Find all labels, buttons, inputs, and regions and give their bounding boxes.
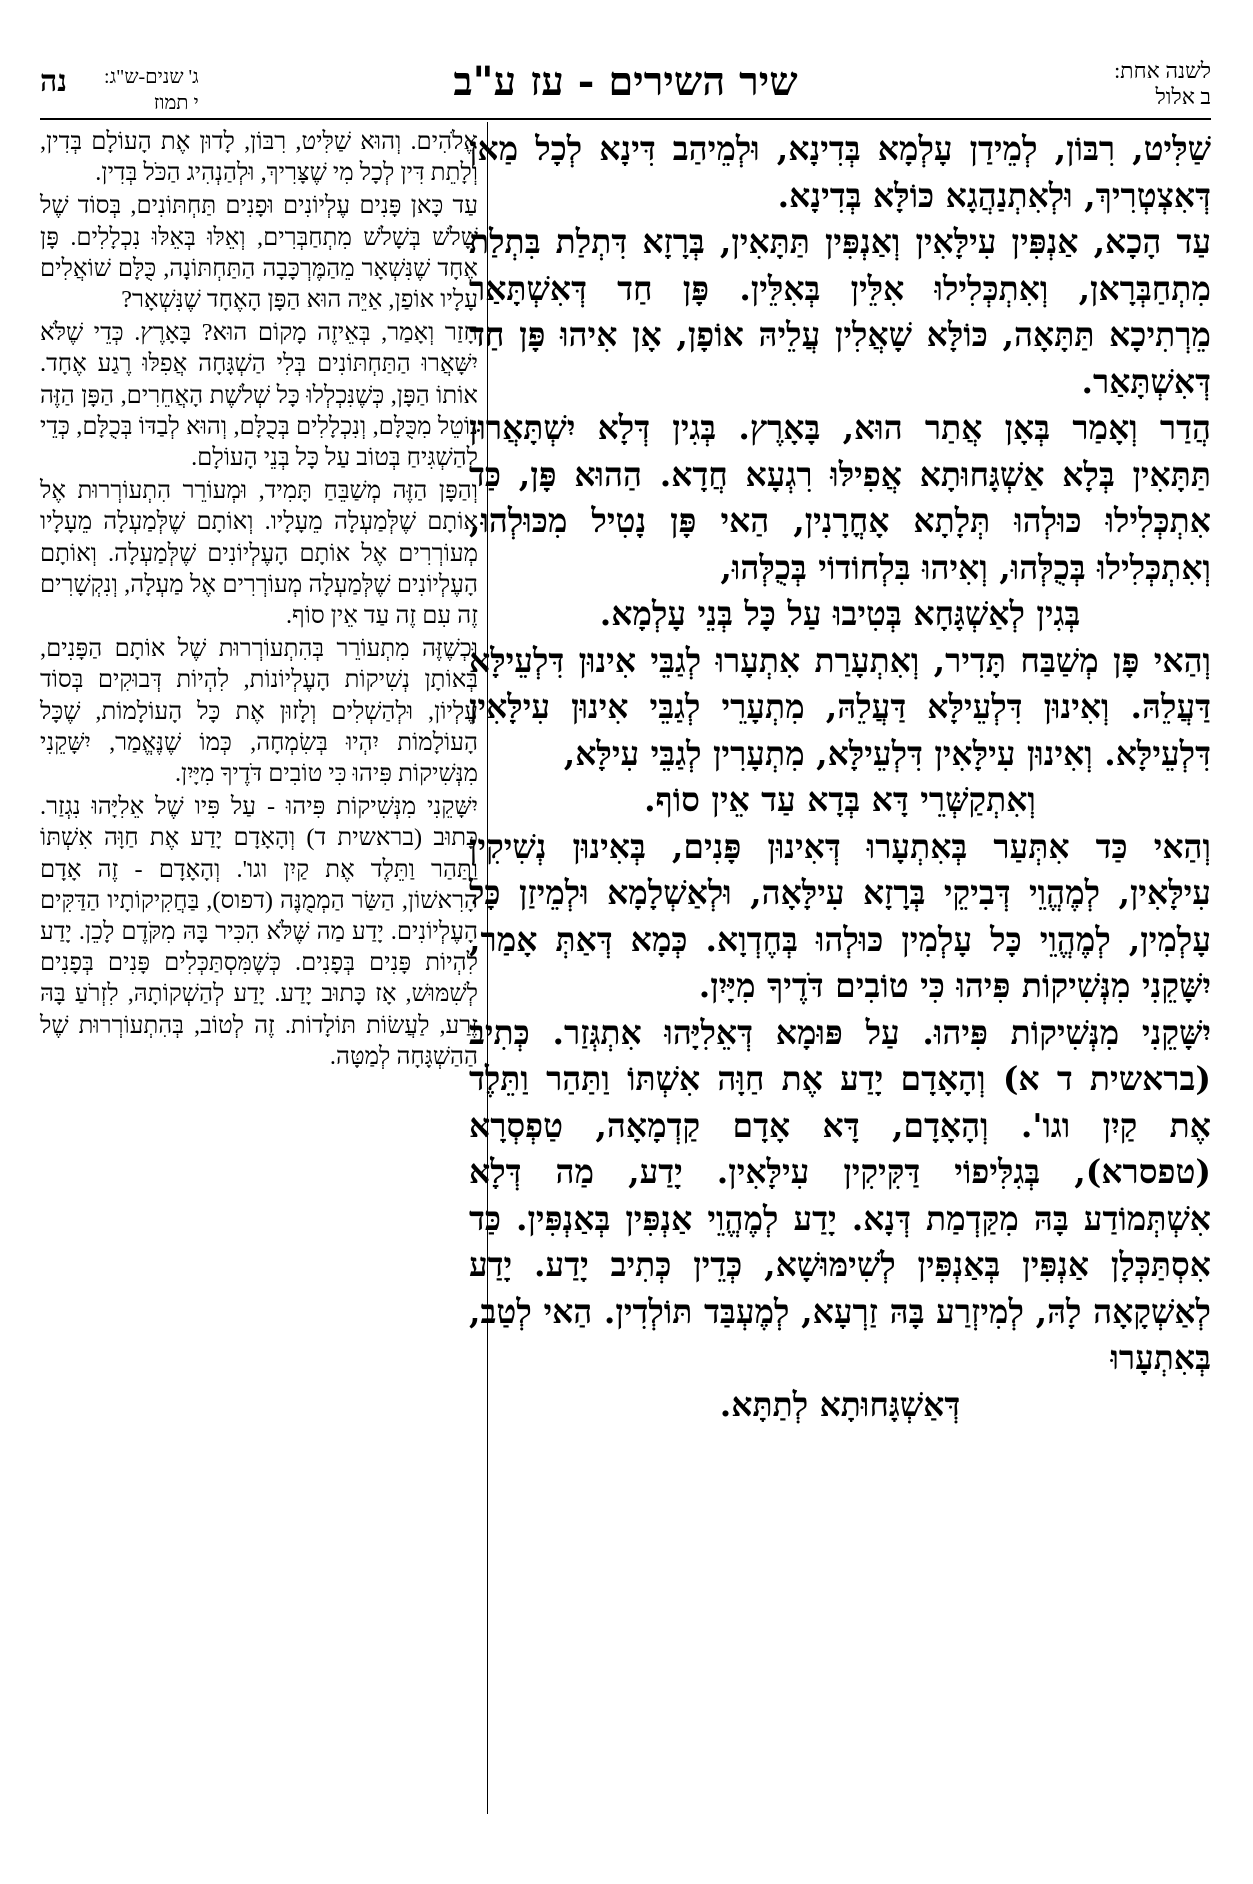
main-paragraph: דְּאַשְׁגָּחוּתָא לְתַתָּא. — [719, 1384, 961, 1424]
schedule-three-years-label: ג' שנים-ש"ג: — [104, 66, 199, 88]
main-paragraph: שַׁלִּיט, רִבּוֹן, לְמֵידַן עָלְמָא בְּדִינָא, וּלְמֵיהַב דִּינָא לְכָל מַאן דְּאִצְטְרִיךְ, וּלְאִתְנַהֲגָא כּוֹלָּא בְּדִינָא. — [469, 129, 1211, 215]
main-paragraph: עַד הָכָא, אַנְפִּין עִילָּאִין וְאַנְפִּין תַּתָּאִין, בְּרָזָא דִּתְלַת בִּתְלַת מִתְחַבְּרָאן, וְאִתְכְּלִילוּ אִלֵּין בְּאִלֵּין. פָּן חַד דְּאִשְׁתָּאַר מֵרְתִיכָא תַּתָּאָה, כּוֹלָּא שָׁאֲלִין עֲלֵיהּ אוֹפָן, אָן אִיהוּ פָּן חַד דְּאִשְׁתָּאַר. — [469, 222, 1211, 401]
header-divider — [40, 118, 1211, 120]
main-text-column — [469, 126, 1211, 1428]
page-title: שיר השירים - עז ע"ב — [453, 58, 798, 105]
main-paragraph: וְהַאי כַּד אִתְּעַר בְּאִתְעָרוּ דְּאִינוּן פָּנִים, בְּאִינוּן נְשִׁיקִין עִילָּאִין, לְמֶהֱוֵי דְּבִיקֵי בְּרָזָא עִילָּאָה, וּלְאַשְׁלָמָא וּלְמֵיזַן כָּל עָלְמִין, לְמֶהֱוֵי כָּל עָלְמִין כּוּלְהוּ בְּחֶדְוָא. כְּמָא דְּאַתְּ אָמַר, יִשָּׁקֵנִי מִנְּשִׁיקוֹת פִּיהוּ כִּי טוֹבִים דֹּדֶיךָ מִיָּיִן. — [469, 826, 1211, 1005]
schedule-three-years-date: י תמוז — [153, 92, 199, 114]
translation-column — [40, 126, 478, 1074]
main-paragraph: יִשָּׁקֵנִי מִנְּשִׁיקוֹת פִּיהוּ. עַל פּוּמָא דְּאֵלִיָּהוּ אִתְגְּזַר. כְּתִיב (בראשית ד א) וְהָאָדָם יָדַע אֶת חַוָּה אִשְׁתּוֹ וַתַּהַר וַתֵּלֶד אֶת קַיִן וגו'. וְהָאָדָם, דָּא אָדָם קַדְמָאָה, טַפְסְרָא (טפסרא), בְּגִלִּיפוֹי דַּקִּיקִין עִילָּאִין. יָדַע, מַה דְּלָא אִשְׁתְּמוֹדַע בָּהּ מִקַּדְמַת דְּנָא. יָדַע לְמֶהֱוֵי אַנְפִּין בְּאַנְפִּין. כַּד אִסְתַּכְּלָן אַנְפִּין בְּאַנְפִּין לְשִׁימּוּשָׁא, כְּדֵין כְּתִיב יָדַע. יָדַע לְאַשְׁקָאָה לָהּ, לְמִיזְרַע בָּהּ זַרְעָא, לְמֶעְבַּד תּוֹלְדִין. הַאי לְטַב, בְּאִתְעָרוּ — [469, 1012, 1211, 1377]
main-paragraph: וְהַאי פָּן מְשַׁבַּח תָּדִיר, וְאִתְעָרַת אִתְעָרוּ לְגַבֵּי אִינוּן דִּלְעֵילָּא דַּעֲלֵהּ. וְאִינוּן דִּלְעֵילָּא דַּעֲלֵהּ, מִתְעָרֵי לְגַבֵּי אִינוּן עִילָּאִין דִּלְעֵילָּא. וְאִינוּן עִילָּאִין דִּלְעֵילָּא, מִתְעָרִין לְגַבֵּי עִילָּא, — [469, 640, 1211, 773]
translation-paragraph: וּכְשֶׁזֶּה מִתְעוֹרֵר בְּהִתְעוֹרְרוּת שֶׁל אוֹתָם הַפָּנִים, בְּאוֹתָן נְשִׁיקוֹת הָעֶלְיוֹנוֹת, לִהְיוֹת דְּבוּקִים בְּסוֹד עֶלְיוֹן, וּלְהַשְׁלִים וְלָזוּן אֶת כָּל הָעוֹלָמוֹת, שֶׁכָּל הָעוֹלָמוֹת יִהְיוּ בְּשִׂמְחָה, כְּמוֹ שֶׁנֶּאֱמַר, יִשָּׁקֵנִי מִנְּשִׁיקוֹת פִּיהוּ כִּי טוֹבִים דֹּדֶיךָ מִיָּיִן. — [40, 635, 478, 788]
main-paragraph: בְּגִין לְאַשְׁגָּחָא בְּטִיבוּ עַל כָּל בְּנֵי עָלְמָא. — [599, 594, 1081, 633]
translation-paragraph: יִשָּׁקֵנִי מִנְּשִׁיקוֹת פִּיהוּ - עַל פִּיו שֶׁל אֵלִיָּהוּ נִגְזַר. כָּתוּב (בראשית ד) וְהָאָדָם יָדַע אֶת חַוָּה אִשְׁתּוֹ וַתַּהַר וַתֵּלֶד אֶת קַיִן וגו'. וְהָאָדָם - זֶה אָדָם הָרִאשׁוֹן, הַשַּׂר הַמְמֻנֶּה (דפוס), בַּחֲקִיקוֹתָיו הַדַּקִּים הָעֶלְיוֹנִים. יָדַע מַה שֶּׁלֹּא הִכִּיר בָּהּ מִקֹּדֶם לָכֵן. יָדַע לִהְיוֹת פָּנִים בְּפָנִים. כְּשֶׁמִּסְתַּכְּלִים פָּנִים בְּפָנִים לְשִׁמּוּשׁ, אָז כָּתוּב יָדַע. יָדַע לְהַשְׁקוֹתָהּ, לִזְרֹעַ בָּהּ זֶרַע, לַעֲשׂוֹת תּוֹלָדוֹת. זֶה לְטוֹב, בְּהִתְעוֹרְרוּת שֶׁל הַהַשְׁגָּחָה לְמַטָּה. — [40, 793, 478, 1070]
page-number: נה — [40, 64, 68, 99]
schedule-one-year-date: ב אלול — [1155, 84, 1211, 109]
schedule-one-year-label: לשנה אחת: — [1114, 58, 1211, 83]
translation-paragraph: וְהַפָּן הַזֶּה מְשַׁבֵּחַ תָּמִיד, וּמְעוֹרֵר הִתְעוֹרְרוּת אֶל אוֹתָם שֶׁלְּמַעְלָה מֵעָלָיו. וְאוֹתָם שֶׁלְּמַעְלָה מֵעָלָיו מְעוֹרְרִים אֶל אוֹתָם הָעֶלְיוֹנִים שֶׁלְּמַעְלָה. וְאוֹתָם הָעֶלְיוֹנִים שֶׁלְּמַעְלָה מְעוֹרְרִים אֶל מַעְלָה, וְנִקְשָׁרִים זֶה עִם זֶה עַד אֵין סוֹף. — [40, 477, 478, 630]
translation-paragraph: חָזַר וְאָמַר, בְּאֵיזֶה מָקוֹם הוּא? בָּאָרֶץ. כְּדֵי שֶׁלֹּא יִשָּׁאֲרוּ הַתַּחְתּוֹנִים בְּלִי הַשְׁגָּחָה אֲפִלּוּ רֶגַע אֶחָד. אוֹתוֹ הַפָּן, כְּשֶׁנִּכְלְלוּ כָּל שְׁלֹשֶׁת הָאֲחֵרִים, הַפָּן הַזֶּה נוֹטֵל מִכֻּלָּם, וְנִכְלָלִים בְּכֻלָּם, וְהוּא לְבַדּוֹ בְּכֻלָּם, כְּדֵי לְהַשְׁגִּיחַ בְּטוֹב עַל כָּל בְּנֵי הָעוֹלָם. — [40, 319, 478, 472]
translation-paragraph: אֱלֹהִים. וְהוּא שַׁלִּיט, רִבּוֹן, לָדוּן אֶת הָעוֹלָם בְּדִין, וְלָתֵת דִּין לְכָל מִי שֶׁצָּרִיךְ, וּלְהַנְהִיג הַכֹּל בְּדִין. — [40, 128, 478, 187]
main-paragraph: הֲדַר וְאָמַר בְּאָן אֲתַר הוּא, בָּאָרֶץ. בְּגִין דְּלָא יִשְׁתָּאֲרוּן תַּתָּאִין בְּלָא אַשְׁגָּחוּתָא אֲפִילּוּ רִגְעָא חֲדָא. הַהוּא פָּן, כַּד אִתְכְּלִילוּ כּוּלְהוּ תְּלָתָא אָחֳרָנִין, הַאי פָּן נָטִיל מִכּוּלְהוּ, וְאִתְכְּלִילוּ בְּכֻלְּהוּ, וְאִיהוּ בִּלְחוֹדוֹי בְּכֻלְּהוּ, — [469, 408, 1211, 587]
page-header — [40, 58, 1211, 120]
translation-paragraph: עַד כָּאן פָּנִים עֶלְיוֹנִים וּפָנִים תַּחְתּוֹנִים, בְּסוֹד שֶׁל שָׁלֹשׁ בְּשָׁלֹשׁ מִתְחַבְּרִים, וְאֵלּוּ בְּאֵלּוּ נִכְלָלִים. פָּן אֶחָד שֶׁנִּשְׁאָר מֵהַמֶּרְכָּבָה הַתַּחְתּוֹנָה, כֻּלָּם שׁוֹאֲלִים עָלָיו אוֹפַן, אַיֵּה הוּא הַפָּן הָאֶחָד שֶׁנִּשְׁאָר? — [40, 192, 478, 314]
main-paragraph: וְאִתְקַשְּׁרֵי דָּא בְּדָא עַד אֵין סוֹף. — [644, 780, 1036, 819]
